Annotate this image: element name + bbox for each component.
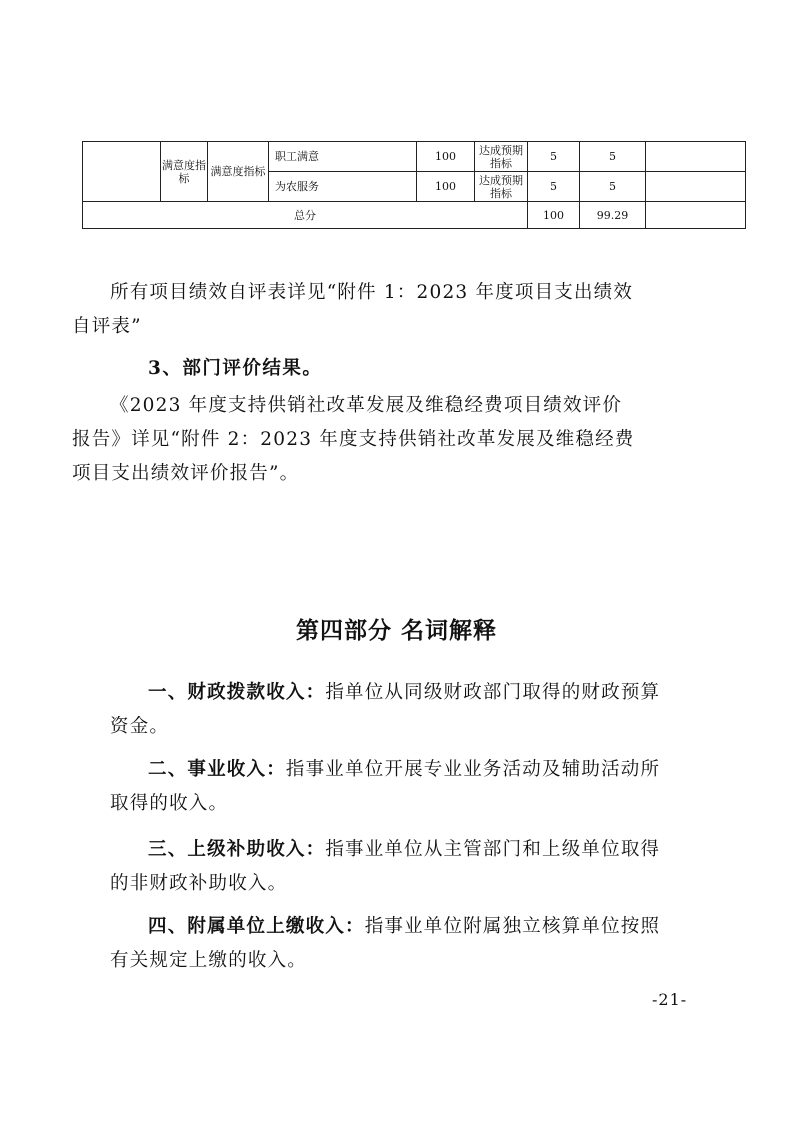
full-score-cell: 5 xyxy=(528,172,580,202)
term-text: 有关规定上缴的收入。 xyxy=(110,950,308,971)
page-number: -21- xyxy=(652,990,688,1009)
term-definition xyxy=(110,833,708,901)
report-paragraph xyxy=(72,389,710,491)
paragraph-line: 《2023 年度支持供销社改革发展及维稳经费项目绩效评价 xyxy=(110,395,623,416)
level3-cell: 满意度指标 xyxy=(208,142,269,202)
indicator-cell: 职工满意 xyxy=(269,142,417,172)
paragraph-line: 所有项目绩效自评表详见“附件 1：2023 年度项目支出绩效 xyxy=(110,282,634,303)
term-label: 四、附属单位上缴收入： xyxy=(148,916,365,937)
paragraph-line: 报告》详见“附件 2：2023 年度支持供销社改革发展及维稳经费 xyxy=(72,429,635,450)
paragraph-line: 项目支出绩效评价报告”。 xyxy=(72,463,300,484)
term-label: 三、上级补助收入： xyxy=(148,839,326,860)
total-label: 总分 xyxy=(83,202,528,229)
term-label: 二、事业收入： xyxy=(148,759,286,780)
weight-cell: 100 xyxy=(417,172,475,202)
term-text: 指事业单位开展专业业务活动及辅助活动所 xyxy=(285,759,661,780)
term-label: 一、财政拨款收入： xyxy=(148,682,326,703)
total-note xyxy=(646,202,746,229)
note-cell xyxy=(646,142,746,172)
term-text: 指事业单位从主管部门和上级单位取得 xyxy=(325,839,661,860)
attachment1-paragraph xyxy=(72,276,710,344)
level1-cell xyxy=(83,142,161,202)
total-score: 99.29 xyxy=(580,202,646,229)
section-heading: 3、部门评价结果。 xyxy=(148,358,323,379)
term-text: 资金。 xyxy=(110,716,170,737)
note-cell xyxy=(646,172,746,202)
level2-cell: 满意度指标 xyxy=(161,142,208,202)
score-cell: 5 xyxy=(580,142,646,172)
indicator-cell: 为农服务 xyxy=(269,172,417,202)
performance-table xyxy=(82,141,746,229)
term-text: 指事业单位附属独立核算单位按照 xyxy=(364,916,661,937)
standard-cell: 达成预期指标 xyxy=(475,142,528,172)
term-text: 的非财政补助收入。 xyxy=(110,873,288,894)
term-definition xyxy=(110,753,708,821)
page-title: 第四部分 名词解释 xyxy=(295,617,497,644)
term-text: 指单位从同级财政部门取得的财政预算 xyxy=(325,682,661,703)
term-definition xyxy=(110,910,708,978)
total-full-score: 100 xyxy=(528,202,580,229)
paragraph-line: 自评表” xyxy=(72,316,142,337)
full-score-cell: 5 xyxy=(528,142,580,172)
table-row xyxy=(83,142,746,172)
total-row xyxy=(83,202,746,229)
score-cell: 5 xyxy=(580,172,646,202)
standard-cell: 达成预期指标 xyxy=(475,172,528,202)
term-text: 取得的收入。 xyxy=(110,793,229,814)
term-definition xyxy=(110,676,708,744)
weight-cell: 100 xyxy=(417,142,475,172)
